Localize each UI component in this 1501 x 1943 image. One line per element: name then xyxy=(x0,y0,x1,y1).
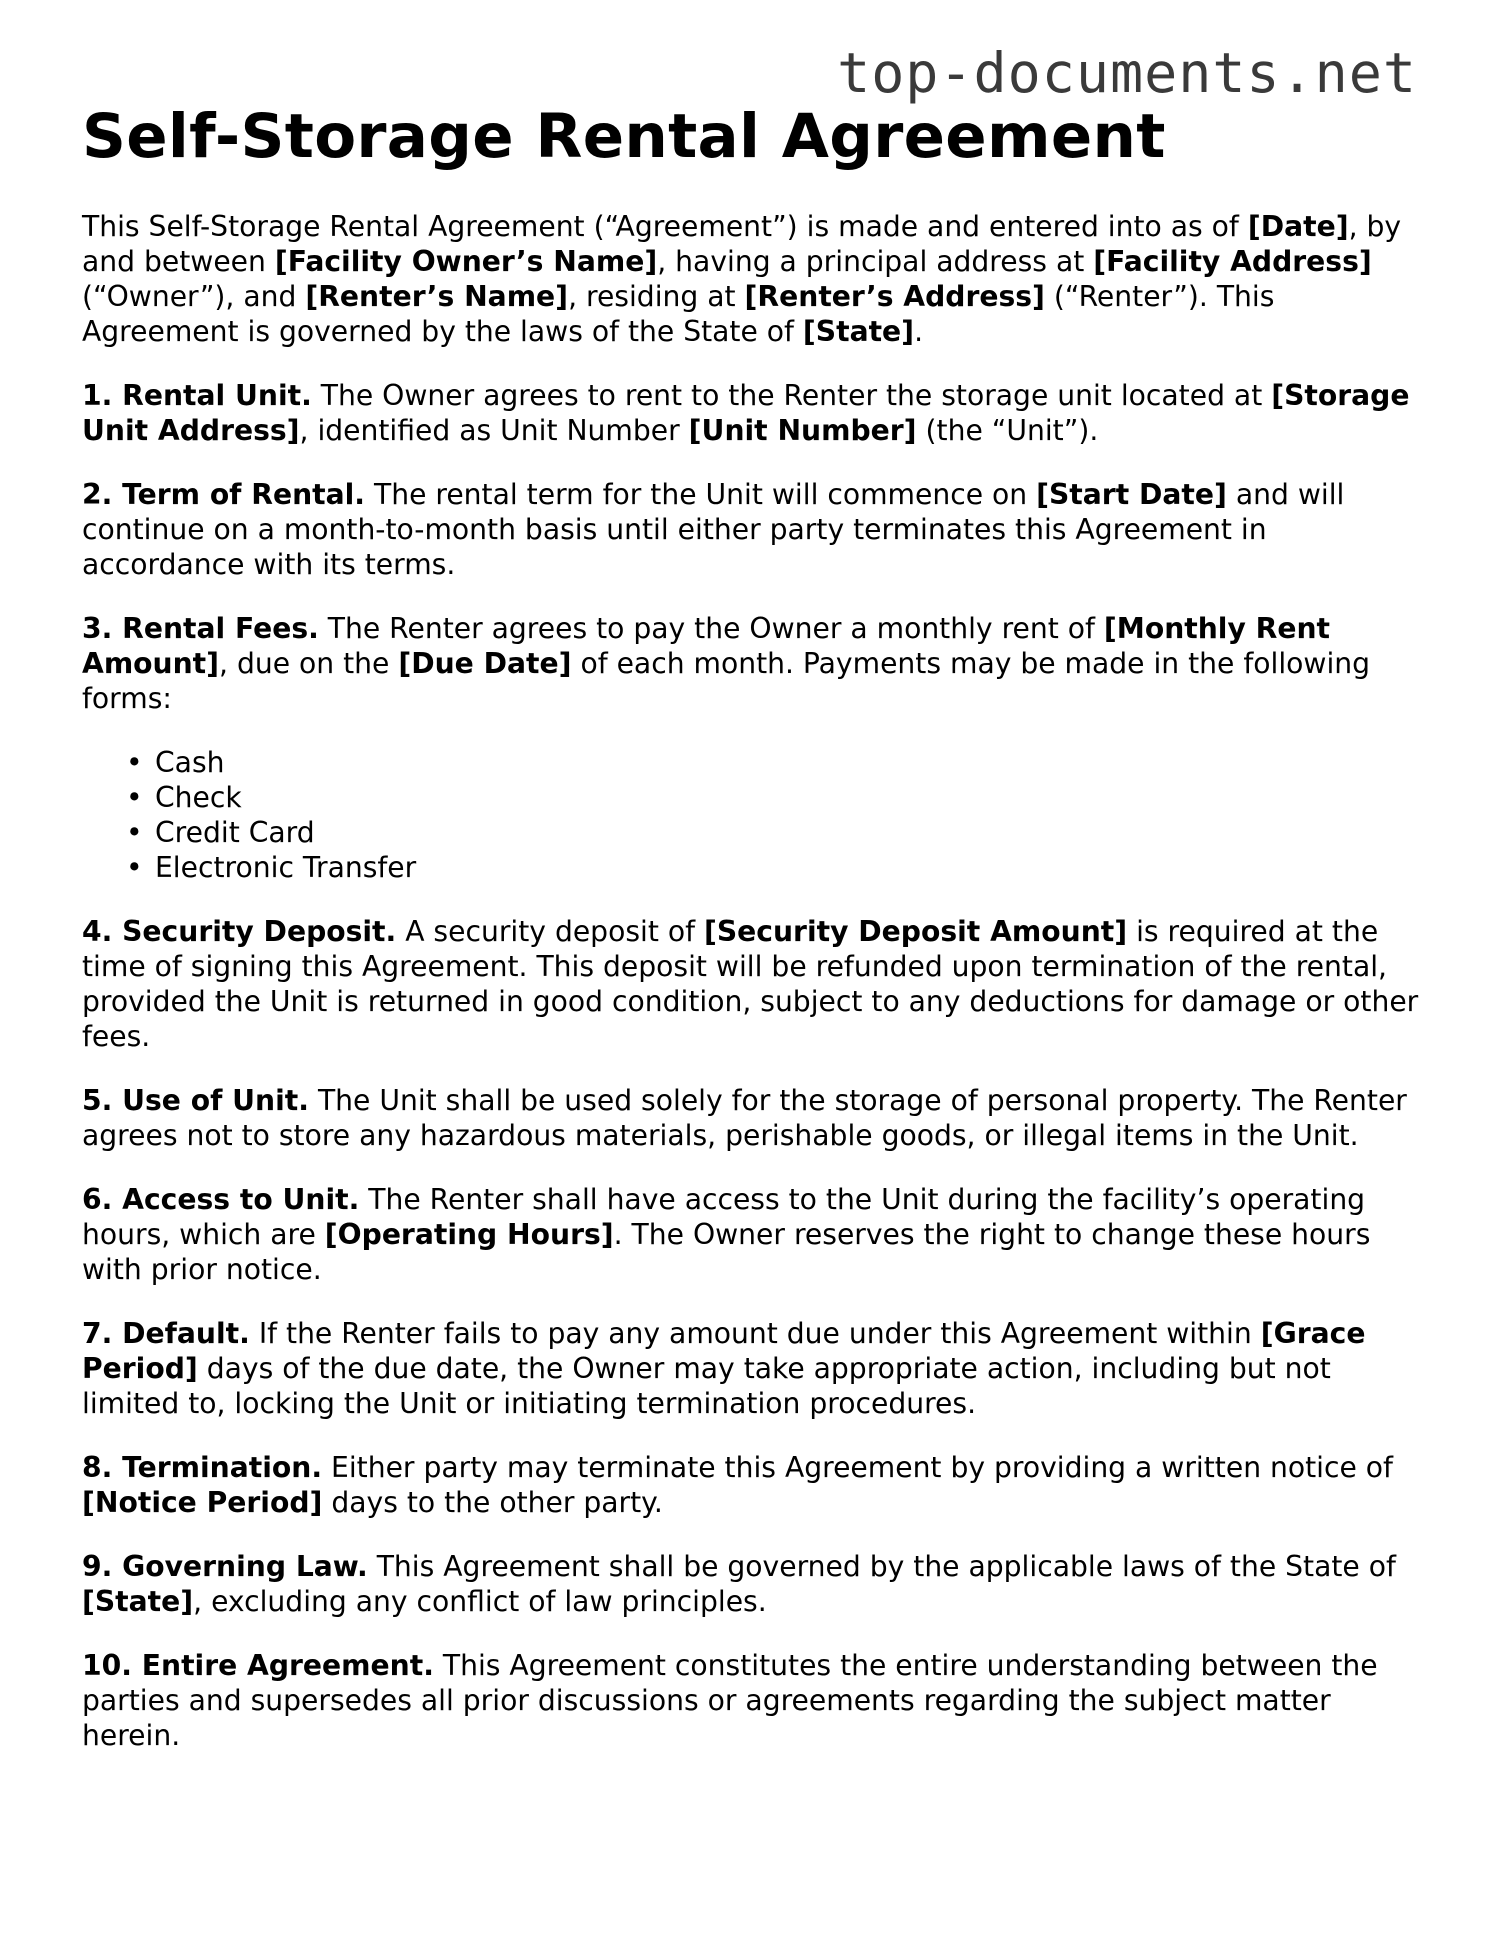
section-use-of-unit xyxy=(82,1083,1427,1153)
list-item-label: Check xyxy=(155,781,242,815)
intro-text-7: . xyxy=(914,315,924,349)
payment-forms-list xyxy=(82,745,1427,885)
list-item-label: Credit Card xyxy=(155,816,315,850)
intro-text-2: , by and between xyxy=(82,210,1402,279)
section-text: The Owner agrees to rent to the Renter the storage unit located at xyxy=(311,379,1272,413)
renter-address-placeholder: [Renter’s Address] xyxy=(744,280,1045,314)
section-text: days to the other party. xyxy=(322,1486,663,1520)
intro-text-5: , residing at xyxy=(568,280,745,314)
section-heading: 1. Rental Unit. xyxy=(82,379,312,413)
monthly-rent-placeholder: [Monthly Rent Amount] xyxy=(82,612,1331,681)
section-heading: 6. Access to Unit. xyxy=(82,1183,360,1217)
intro-text-6: (“Renter”). This Agreement is governed by the laws of the State of xyxy=(82,280,1275,349)
document-title: Self-Storage Rental Agreement xyxy=(82,101,1166,172)
section-rental-fees xyxy=(82,611,1427,716)
bullet-icon: • xyxy=(126,746,143,780)
section-heading: 7. Default. xyxy=(82,1317,250,1351)
section-heading: 2. Term of Rental. xyxy=(82,478,366,512)
grace-period-placeholder: [Grace Period] xyxy=(82,1317,1366,1386)
section-text: (the “Unit”). xyxy=(916,414,1099,448)
section-governing-law xyxy=(82,1549,1427,1619)
state-placeholder: [State] xyxy=(802,315,915,349)
intro-text-3: , having a principal address at xyxy=(657,245,1094,279)
section-text: The Renter shall have access to the Unit during the facility’s operating hours, which are xyxy=(82,1183,1366,1252)
section-text: days of the due date, the Owner may take appropriate action, including but not limited to, locking the Unit or initiating termination procedures. xyxy=(82,1352,1331,1421)
deposit-amount-placeholder: [Security Deposit Amount] xyxy=(703,915,1128,949)
section-text: This Agreement shall be governed by the applicable laws of the State of xyxy=(367,1550,1396,1584)
section-heading: 8. Termination. xyxy=(82,1451,323,1485)
owner-name-placeholder: [Facility Owner’s Name] xyxy=(274,245,658,279)
section-default xyxy=(82,1316,1427,1421)
list-item xyxy=(82,780,1427,815)
section-text: and will continue on a month-to-month basis until either party terminates this Agreement in accordance with its terms. xyxy=(82,478,1345,582)
section-text: is required at the time of signing this Agreement. This deposit will be refunded upon termination of the rental, provided the Unit is returned in good condition, subject to any deductions for damage or other fees. xyxy=(82,915,1419,1054)
intro-text-4: (“Owner”), and xyxy=(82,280,306,314)
bullet-icon: • xyxy=(126,851,143,885)
section-heading: 10. Entire Agreement. xyxy=(82,1649,434,1683)
section-rental-unit xyxy=(82,378,1427,448)
section-security-deposit xyxy=(82,914,1427,1054)
section-text: of each month. Payments may be made in the following forms: xyxy=(82,647,1371,716)
section-text: The Unit shall be used solely for the storage of personal property. The Renter agrees not to store any hazardous materials, perishable goods, or illegal items in the Unit. xyxy=(82,1084,1407,1153)
due-date-placeholder: [Due Date] xyxy=(398,647,572,681)
section-text: . The Owner reserves the right to change these hours with prior notice. xyxy=(82,1218,1371,1287)
document-page xyxy=(82,100,1427,1753)
bullet-icon: • xyxy=(126,816,143,850)
operating-hours-placeholder: [Operating Hours] xyxy=(324,1218,614,1252)
section-text: The Renter agrees to pay the Owner a monthly rent of xyxy=(318,612,1104,646)
section-heading: 3. Rental Fees. xyxy=(82,612,319,646)
watermark: top-documents.net xyxy=(837,41,1417,105)
facility-address-placeholder: [Facility Address] xyxy=(1093,245,1372,279)
list-item xyxy=(82,745,1427,780)
section-text: If the Renter fails to pay any amount due under this Agreement within xyxy=(249,1317,1261,1351)
section-heading: 9. Governing Law. xyxy=(82,1550,368,1584)
list-item xyxy=(82,815,1427,850)
section-term-of-rental xyxy=(82,477,1427,582)
notice-period-placeholder: [Notice Period] xyxy=(82,1486,323,1520)
section-text: , excluding any conflict of law principles. xyxy=(193,1585,767,1619)
renter-name-placeholder: [Renter’s Name] xyxy=(305,280,569,314)
section-text: A security deposit of xyxy=(396,915,704,949)
date-placeholder: [Date] xyxy=(1247,210,1349,244)
list-item-label: Cash xyxy=(155,746,225,780)
section-access-to-unit xyxy=(82,1182,1427,1287)
section-heading: 4. Security Deposit. xyxy=(82,915,397,949)
unit-address-placeholder: [Storage Unit Address] xyxy=(82,379,1410,448)
section-text: Either party may terminate this Agreement by providing a written notice of xyxy=(322,1451,1393,1485)
section-text: This Agreement constitutes the entire understanding between the parties and supersedes all prior discussions or agreements regarding the subject matter herein. xyxy=(82,1649,1378,1753)
section-text: , identified as Unit Number xyxy=(299,414,689,448)
section-heading: 5. Use of Unit. xyxy=(82,1084,309,1118)
section-text: The rental term for the Unit will commence on xyxy=(365,478,1037,512)
section-entire-agreement xyxy=(82,1648,1427,1753)
intro-paragraph xyxy=(82,209,1427,349)
start-date-placeholder: [Start Date] xyxy=(1036,478,1227,512)
state-placeholder: [State] xyxy=(82,1585,194,1619)
unit-number-placeholder: [Unit Number] xyxy=(688,414,917,448)
list-item-label: Electronic Transfer xyxy=(155,851,417,885)
bullet-icon: • xyxy=(126,781,143,815)
section-text: , due on the xyxy=(219,647,399,681)
list-item xyxy=(82,850,1427,885)
intro-text-1: This Self-Storage Rental Agreement (“Agreement”) is made and entered into as of xyxy=(82,210,1248,244)
section-termination xyxy=(82,1450,1427,1520)
